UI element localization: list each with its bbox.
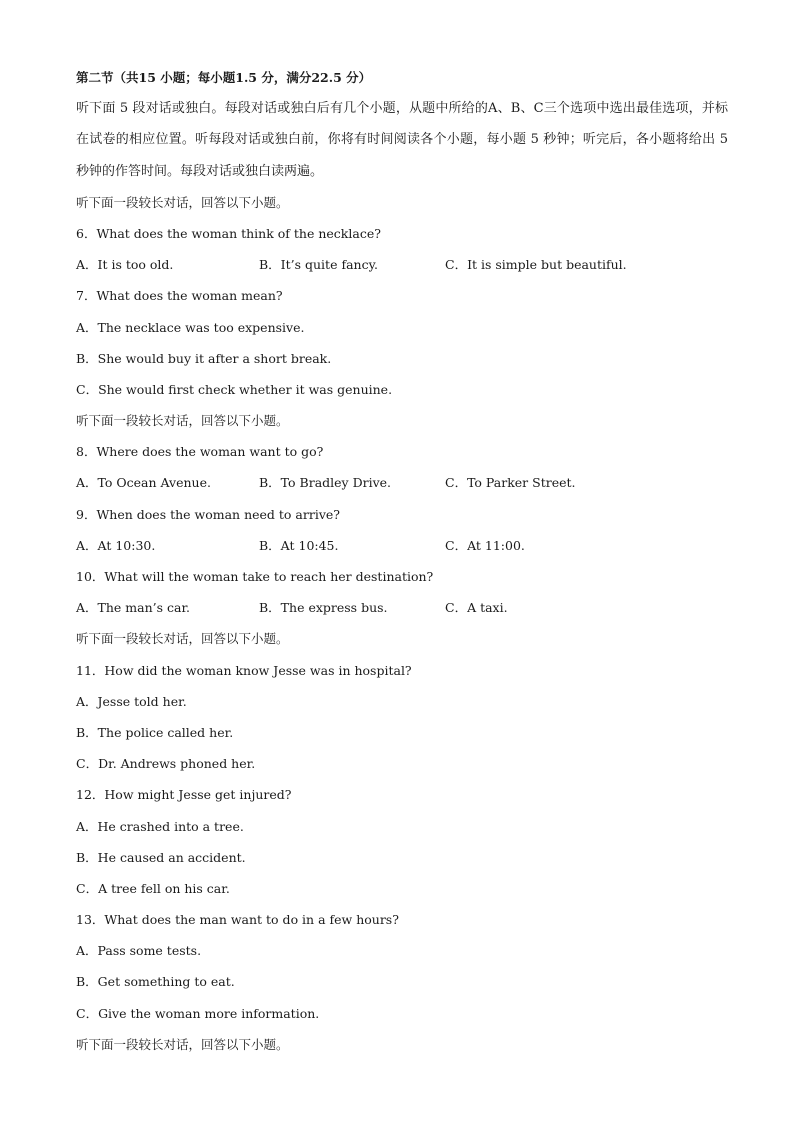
question-9-option-a: A．At 10:30. (76, 537, 156, 553)
question-9-options (76, 530, 726, 561)
question-9-option-c: C．At 11:00. (445, 537, 525, 553)
question-6-option-c: C．It is simple but beautiful. (445, 257, 627, 273)
question-10-stem: 10．What will the woman take to reach her destination? (76, 569, 434, 585)
question-12-stem: 12．How might Jesse get injured? (76, 787, 292, 803)
question-6-option-a: A．It is too old. (76, 257, 174, 273)
question-12-option-b: B．He caused an accident. (76, 849, 246, 865)
question-11-option-a: A．Jesse told her. (76, 693, 187, 709)
question-8-stem: 8．Where does the woman want to go? (76, 444, 324, 460)
question-9-stem: 9．When does the woman need to arrive? (76, 506, 340, 522)
question-7-option-a: A．The necklace was too expensive. (76, 319, 305, 335)
listen-prompt: 听下面一段较长对话，回答以下小题。 (76, 1036, 289, 1052)
listen-prompt: 听下面一段较长对话，回答以下小题。 (76, 194, 289, 210)
question-8-option-a: A．To Ocean Avenue. (76, 475, 211, 491)
question-11-stem: 11．How did the woman know Jesse was in hospital? (76, 662, 412, 678)
question-6-options (76, 249, 726, 280)
question-10-options (76, 592, 726, 623)
question-7-option-b: B．She would buy it after a short break. (76, 350, 332, 366)
question-9-option-b: B．At 10:45. (259, 537, 339, 553)
question-13-option-a: A．Pass some tests. (76, 943, 202, 959)
section-instructions: 听下面 5 段对话或独白。每段对话或独白后有几个小题，从题中所给的A、B、C三个选项中选出最佳选项，并标在试卷的相应位置。听每段对话或独白前，你将有时间阅读各个小题，每小题 5 秒钟；听完后，各小题将给出 5 秒钟的作答时间。每段对话或独白读两遍。 (76, 101, 728, 179)
question-7-stem: 7．What does the woman mean? (76, 288, 283, 304)
question-13-option-b: B．Get something to eat. (76, 974, 235, 990)
question-8-option-c: C．To Parker Street. (445, 475, 576, 491)
listen-prompt: 听下面一段较长对话，回答以下小题。 (76, 413, 289, 429)
question-11-option-b: B．The police called her. (76, 724, 234, 740)
exam-page (76, 62, 726, 1060)
question-12-option-a: A．He crashed into a tree. (76, 818, 244, 834)
question-10-option-c: C．A taxi. (445, 600, 508, 616)
question-10-option-a: A．The man’s car. (76, 600, 191, 616)
question-7-option-c: C．She would first check whether it was genuine. (76, 381, 393, 397)
section-title: 第二节（共15 小题；每小题1.5 分，满分22.5 分） (76, 70, 372, 85)
question-11-option-c: C．Dr. Andrews phoned her. (76, 756, 256, 772)
question-12-option-c: C．A tree fell on his car. (76, 880, 230, 896)
listen-prompt: 听下面一段较长对话，回答以下小题。 (76, 631, 289, 647)
question-10-option-b: B．The express bus. (259, 600, 388, 616)
question-8-options (76, 467, 726, 498)
question-13-option-c: C．Give the woman more information. (76, 1005, 320, 1021)
question-13-stem: 13．What does the man want to do in a few hours? (76, 912, 399, 928)
question-6-option-b: B．It’s quite fancy. (259, 257, 378, 273)
question-6-stem: 6．What does the woman think of the necklace? (76, 225, 381, 241)
question-8-option-b: B．To Bradley Drive. (259, 475, 392, 491)
